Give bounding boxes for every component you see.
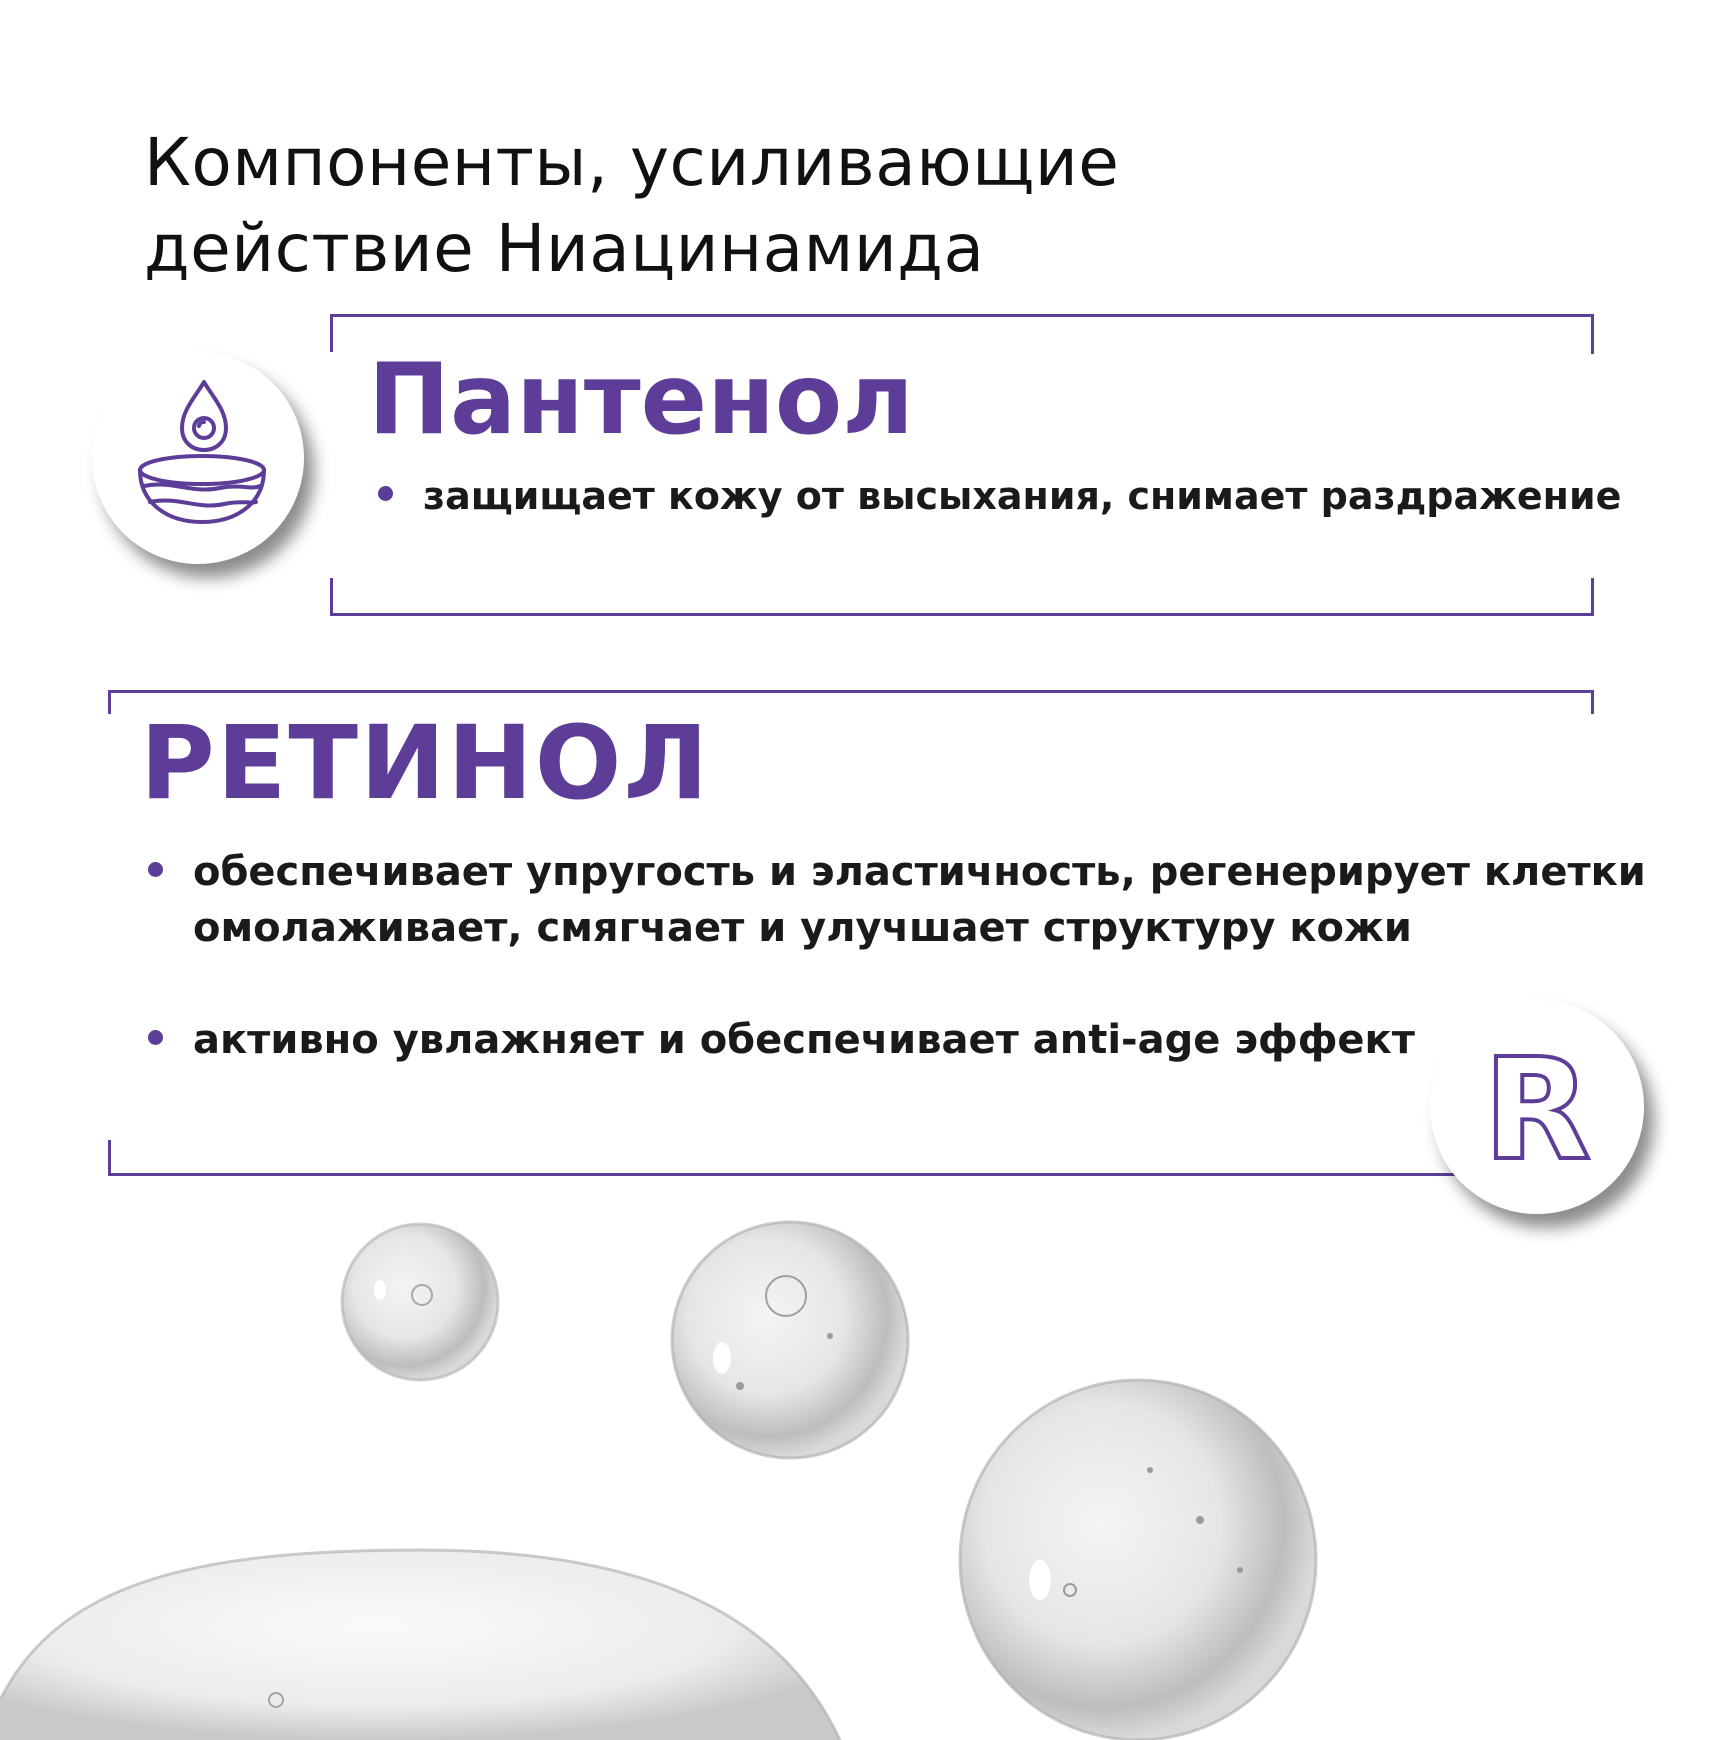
panthenol-bullet-text: защищает кожу от высыхания, снимает раздражение	[423, 474, 1622, 518]
retinol-frame-left-top	[108, 690, 111, 714]
bullet-dot	[148, 862, 163, 877]
panthenol-icon-circle	[92, 352, 304, 564]
droplet-medium	[672, 1222, 908, 1458]
panthenol-frame-left-bottom	[330, 578, 333, 616]
panthenol-frame-right-top	[1591, 314, 1594, 354]
page-title	[144, 120, 1119, 292]
retinol-bullet-2-text: активно увлажняет и обеспечивает anti-age эффект	[193, 1017, 1415, 1063]
bullet-dot	[378, 486, 393, 501]
retinol-title: РЕТИНОЛ	[140, 704, 711, 823]
panthenol-frame-top	[330, 314, 1594, 317]
retinol-icon-letter: R	[1483, 1029, 1591, 1192]
panthenol-frame-right-bottom	[1591, 578, 1594, 616]
droplet-large	[960, 1380, 1316, 1740]
gel-droplets-image	[0, 1140, 1733, 1740]
panthenol-frame-bottom	[330, 613, 1594, 616]
retinol-bullet-1	[148, 844, 1646, 956]
retinol-frame-right-top	[1591, 690, 1594, 714]
retinol-bullet-1-line-1: обеспечивает упругость и эластичность, регенерирует клетки	[193, 849, 1646, 895]
retinol-frame-top	[108, 690, 1594, 693]
retinol-bullet-2	[148, 1012, 1415, 1068]
bullet-dot	[148, 1030, 163, 1045]
panthenol-frame-left-top	[330, 314, 333, 352]
retinol-bullet-1-line-2: омолаживает, смягчает и улучшает структуру кожи	[193, 905, 1412, 951]
title-line-2: действие Ниацинамида	[144, 210, 985, 287]
title-line-1: Компоненты, усиливающие	[144, 124, 1120, 201]
droplet-puddle	[0, 1550, 840, 1740]
droplet-small	[342, 1224, 498, 1380]
retinol-bullet-1-text	[193, 844, 1646, 956]
panthenol-title: Пантенол	[368, 343, 914, 457]
panthenol-bullet	[378, 466, 1621, 526]
oil-drop-bowl-icon	[92, 352, 304, 564]
